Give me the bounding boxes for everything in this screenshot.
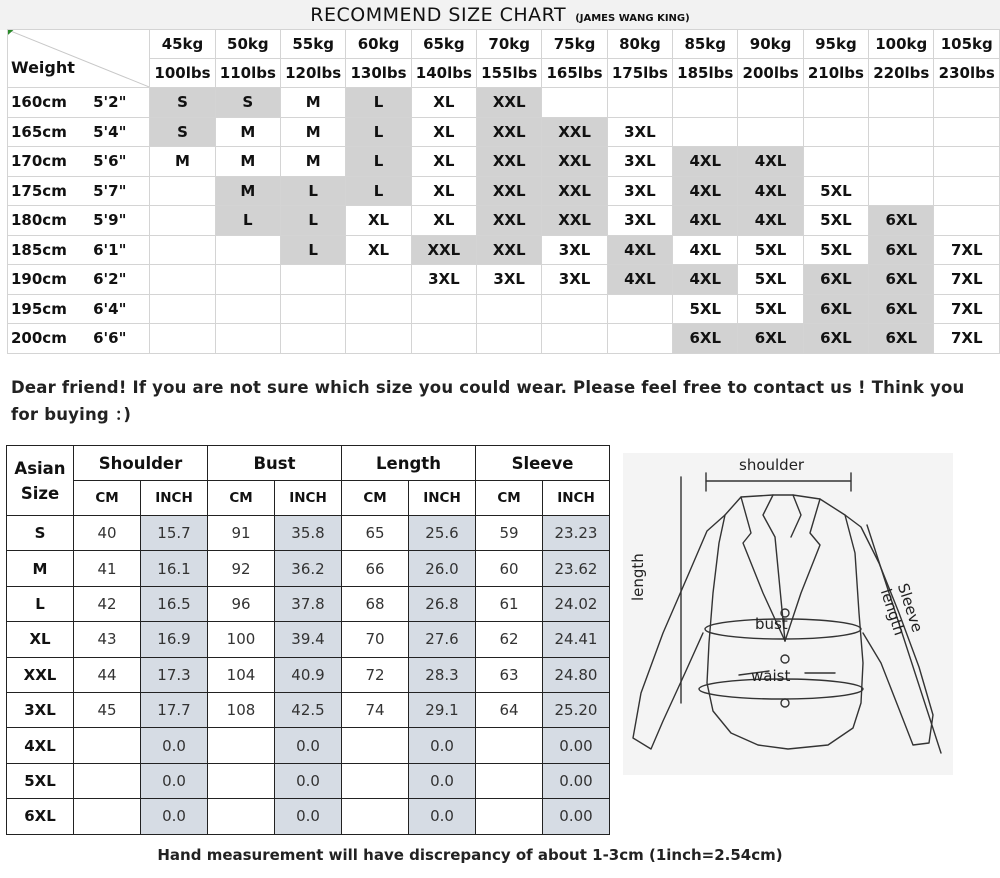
size-cell: 4XL [607,265,672,295]
measurement-row [7,622,610,657]
size-cell: XL [411,88,476,118]
weight-kg-header: 70kg [477,30,542,59]
size-measurement-table [6,445,610,835]
size-row [8,117,1000,147]
size-cell: L [281,206,346,236]
size-cell [542,88,607,118]
cm-value: 64 [476,692,543,727]
size-cell: 3XL [542,265,607,295]
size-cell: XXL [477,206,542,236]
inch-value: 23.62 [543,551,610,586]
size-cell [673,88,738,118]
height-ft: 6'6" [78,324,150,354]
weight-lbs-header: 175lbs [607,59,672,88]
weight-kg-header: 105kg [934,30,1000,59]
size-cell: 6XL [869,265,934,295]
measure-group-header: Length [342,446,476,481]
inch-value: 26.8 [409,586,476,621]
measurement-row [7,516,610,551]
inch-value: 15.7 [141,516,208,551]
weight-kg-header: 85kg [673,30,738,59]
size-label: XXL [7,657,74,692]
size-row [8,265,1000,295]
size-cell: 6XL [869,235,934,265]
size-cell: 4XL [673,176,738,206]
size-cell [150,176,215,206]
size-cell: XXL [542,147,607,177]
height-cm: 180cm [8,206,79,236]
size-row [8,235,1000,265]
size-cell [803,117,868,147]
cm-value: 100 [208,622,275,657]
inch-value: 0.0 [141,763,208,798]
height-ft: 6'2" [78,265,150,295]
size-cell: 6XL [803,265,868,295]
weight-kg-header: 95kg [803,30,868,59]
cm-value: 96 [208,586,275,621]
size-cell: 7XL [934,324,1000,354]
size-cell [215,294,280,324]
size-cell: XXL [542,176,607,206]
unit-header: INCH [543,481,610,516]
size-cell: XL [411,117,476,147]
cm-value: 61 [476,586,543,621]
size-cell: S [150,117,215,147]
weight-lbs-header: 200lbs [738,59,803,88]
inch-value: 0.0 [275,799,342,834]
height-cm: 160cm [8,88,79,118]
size-row [8,176,1000,206]
weight-lbs-header: 155lbs [477,59,542,88]
size-cell: 4XL [738,176,803,206]
height-ft: 6'1" [78,235,150,265]
cm-value: 63 [476,657,543,692]
cm-value: 92 [208,551,275,586]
recommend-size-table [7,29,1000,354]
measure-group-header: Sleeve [476,446,610,481]
unit-header: CM [208,481,275,516]
size-cell: XXL [477,117,542,147]
size-cell: 3XL [607,206,672,236]
length-label: length [629,553,647,601]
inch-value: 25.6 [409,516,476,551]
measure-group-header: Shoulder [74,446,208,481]
size-cell: L [281,235,346,265]
height-cm: 195cm [8,294,79,324]
weight-lbs-header: 185lbs [673,59,738,88]
height-cm: 190cm [8,265,79,295]
size-cell: 5XL [738,235,803,265]
size-cell [215,324,280,354]
size-cell [869,147,934,177]
size-cell [803,147,868,177]
inch-value: 28.3 [409,657,476,692]
brand-name: (JAMES WANG KING) [575,13,690,24]
size-cell [150,265,215,295]
size-cell: XXL [411,235,476,265]
note-text: Dear friend! If you are not sure which size you could wear. Please feel free to contact us ! Think you for buying ：) [11,378,965,424]
size-cell [542,324,607,354]
inch-value: 16.9 [141,622,208,657]
measurement-row [7,728,610,763]
size-cell: L [346,147,411,177]
height-ft: 6'4" [78,294,150,324]
size-cell: XXL [542,117,607,147]
size-row [8,324,1000,354]
height-cm: 185cm [8,235,79,265]
inch-value: 0.0 [141,799,208,834]
measurement-row [7,692,610,727]
size-cell: 7XL [934,235,1000,265]
weight-kg-header: 45kg [150,30,215,59]
size-cell: 6XL [803,324,868,354]
size-row [8,88,1000,118]
size-cell: 3XL [607,147,672,177]
size-cell [477,294,542,324]
size-cell [934,88,1000,118]
size-cell [869,117,934,147]
cm-value: 41 [74,551,141,586]
cm-value [208,763,275,798]
cm-value: 91 [208,516,275,551]
size-cell: XXL [477,235,542,265]
inch-value: 26.0 [409,551,476,586]
inch-value: 0.0 [409,799,476,834]
unit-header: INCH [275,481,342,516]
size-cell: M [215,176,280,206]
size-cell: 6XL [673,324,738,354]
inch-value: 16.5 [141,586,208,621]
inch-value: 29.1 [409,692,476,727]
size-cell [934,206,1000,236]
size-cell [411,324,476,354]
cm-value: 70 [342,622,409,657]
weight-lbs-header: 140lbs [411,59,476,88]
inch-value: 27.6 [409,622,476,657]
cm-value: 74 [342,692,409,727]
inch-value: 24.80 [543,657,610,692]
cm-value [476,763,543,798]
size-cell [346,294,411,324]
size-cell [281,265,346,295]
cm-value: 43 [74,622,141,657]
cm-value [74,763,141,798]
size-cell [346,265,411,295]
unit-header: INCH [141,481,208,516]
weight-lbs-header: 100lbs [150,59,215,88]
inch-value: 0.0 [275,728,342,763]
weight-kg-header: 60kg [346,30,411,59]
cm-value: 40 [74,516,141,551]
cm-value: 59 [476,516,543,551]
size-cell [869,88,934,118]
size-cell: M [281,147,346,177]
bust-label: bust [755,615,788,633]
cm-value [476,728,543,763]
size-cell: XXL [477,88,542,118]
height-ft: 5'9" [78,206,150,236]
size-cell [803,88,868,118]
size-cell: 3XL [607,176,672,206]
cm-value: 45 [74,692,141,727]
cm-value: 60 [476,551,543,586]
inch-value: 40.9 [275,657,342,692]
waist-label: waist [751,667,791,685]
size-cell [411,294,476,324]
asian-size-header [7,446,74,516]
size-cell: XL [346,235,411,265]
size-cell: XXL [477,176,542,206]
inch-value: 0.0 [141,728,208,763]
size-cell: XL [411,206,476,236]
shoulder-label: shoulder [739,456,805,474]
inch-value: 0.0 [409,763,476,798]
inch-value: 37.8 [275,586,342,621]
size-label: XL [7,622,74,657]
cm-value [342,763,409,798]
inch-value: 0.0 [275,763,342,798]
size-label: M [7,551,74,586]
size-cell: L [346,117,411,147]
cm-value: 65 [342,516,409,551]
size-row [8,206,1000,236]
weight-lbs-header: 130lbs [346,59,411,88]
inch-value: 16.1 [141,551,208,586]
size-label: 6XL [7,799,74,834]
size-label: 5XL [7,763,74,798]
size-cell: 4XL [673,235,738,265]
size-cell [150,324,215,354]
weight-kg-header: 100kg [869,30,934,59]
size-cell [869,176,934,206]
size-cell [607,294,672,324]
size-cell: M [150,147,215,177]
measurement-row [7,799,610,834]
inch-value: 36.2 [275,551,342,586]
height-ft: 5'7" [78,176,150,206]
measurement-row [7,551,610,586]
size-label: 3XL [7,692,74,727]
size-cell [673,117,738,147]
size-cell: 5XL [738,265,803,295]
inch-value: 17.3 [141,657,208,692]
size-cell: XXL [542,206,607,236]
size-cell [150,235,215,265]
jacket-diagram-icon [623,453,953,775]
weight-height-corner [8,30,150,88]
inch-value: 25.20 [543,692,610,727]
size-cell: 4XL [738,147,803,177]
size-cell: 5XL [673,294,738,324]
size-cell [542,294,607,324]
footer-note: Hand measurement will have discrepancy of about 1-3cm (1inch=2.54cm) [157,846,783,864]
size-cell [738,88,803,118]
inch-value: 42.5 [275,692,342,727]
inch-value: 0.00 [543,728,610,763]
size-cell: XL [346,206,411,236]
size-cell [150,294,215,324]
size-cell [607,324,672,354]
size-cell: 4XL [673,206,738,236]
unit-header: CM [74,481,141,516]
sleeve-length-label: Sleeve length [876,581,927,638]
inch-value: 39.4 [275,622,342,657]
size-cell: 6XL [738,324,803,354]
size-cell: 7XL [934,265,1000,295]
size-cell: XXL [477,147,542,177]
height-cm: 165cm [8,117,79,147]
weight-kg-header: 50kg [215,30,280,59]
unit-header: INCH [409,481,476,516]
inch-value: 24.02 [543,586,610,621]
cm-value: 104 [208,657,275,692]
chart-title-text: RECOMMEND SIZE CHART [310,4,567,26]
inch-value: 17.7 [141,692,208,727]
weight-lbs-header: 165lbs [542,59,607,88]
size-cell: 6XL [803,294,868,324]
cm-value [74,799,141,834]
size-cell: 5XL [803,206,868,236]
size-cell: S [150,88,215,118]
size-cell [215,265,280,295]
size-cell: 5XL [738,294,803,324]
size-cell [934,176,1000,206]
size-cell: 6XL [869,324,934,354]
height-ft: 5'6" [78,147,150,177]
height-ft: 5'4" [78,117,150,147]
asian-size-line2: Size [20,483,60,503]
size-cell [215,235,280,265]
size-cell [150,206,215,236]
size-cell: 5XL [803,176,868,206]
size-cell: 4XL [673,265,738,295]
cm-value [476,799,543,834]
cm-value [342,728,409,763]
measurement-row [7,763,610,798]
weight-kg-header: 80kg [607,30,672,59]
height-cm: 170cm [8,147,79,177]
size-cell [281,294,346,324]
size-label: L [7,586,74,621]
inch-value: 35.8 [275,516,342,551]
weight-lbs-header: 210lbs [803,59,868,88]
cm-value: 44 [74,657,141,692]
size-cell: 3XL [477,265,542,295]
measurement-row [7,586,610,621]
inch-value: 24.41 [543,622,610,657]
size-label: 4XL [7,728,74,763]
size-cell: 3XL [542,235,607,265]
size-cell [934,117,1000,147]
asian-size-line1: Asian [14,458,66,478]
weight-kg-header: 55kg [281,30,346,59]
size-cell [738,117,803,147]
height-ft: 5'2" [78,88,150,118]
cm-value: 108 [208,692,275,727]
cm-value: 72 [342,657,409,692]
size-cell: L [346,88,411,118]
cm-value: 68 [342,586,409,621]
size-cell: 5XL [803,235,868,265]
size-cell: 6XL [869,294,934,324]
chart-title [0,0,1000,30]
cm-value [74,728,141,763]
weight-label: Weight [11,58,75,77]
cm-value: 66 [342,551,409,586]
inch-value: 0.00 [543,799,610,834]
size-cell: M [215,147,280,177]
size-cell: L [281,176,346,206]
unit-header: CM [476,481,543,516]
size-cell: 3XL [607,117,672,147]
size-cell [934,147,1000,177]
size-cell [477,324,542,354]
size-cell: M [281,88,346,118]
cm-value [208,728,275,763]
weight-kg-header: 75kg [542,30,607,59]
size-cell: 7XL [934,294,1000,324]
weight-lbs-header: 220lbs [869,59,934,88]
cm-value [208,799,275,834]
inch-value: 23.23 [543,516,610,551]
cm-value [342,799,409,834]
inch-value: 0.00 [543,763,610,798]
size-cell: XL [411,176,476,206]
inch-value: 0.0 [409,728,476,763]
size-cell: M [215,117,280,147]
weight-lbs-header: 110lbs [215,59,280,88]
size-cell: M [281,117,346,147]
size-cell: L [215,206,280,236]
unit-header: CM [342,481,409,516]
size-row [8,147,1000,177]
size-cell: 4XL [738,206,803,236]
height-cm: 200cm [8,324,79,354]
weight-kg-header: 65kg [411,30,476,59]
size-cell: S [215,88,280,118]
size-cell [281,324,346,354]
cm-value: 62 [476,622,543,657]
size-cell: 4XL [673,147,738,177]
size-cell: 4XL [607,235,672,265]
measurement-row [7,657,610,692]
size-label: S [7,516,74,551]
measure-group-header: Bust [208,446,342,481]
size-row [8,294,1000,324]
size-cell [346,324,411,354]
size-cell: 3XL [411,265,476,295]
cm-value: 42 [74,586,141,621]
weight-kg-header: 90kg [738,30,803,59]
weight-lbs-header: 230lbs [934,59,1000,88]
size-cell: XL [411,147,476,177]
height-cm: 175cm [8,176,79,206]
weight-lbs-header: 120lbs [281,59,346,88]
size-cell: L [346,176,411,206]
size-cell: 6XL [869,206,934,236]
size-cell [607,88,672,118]
